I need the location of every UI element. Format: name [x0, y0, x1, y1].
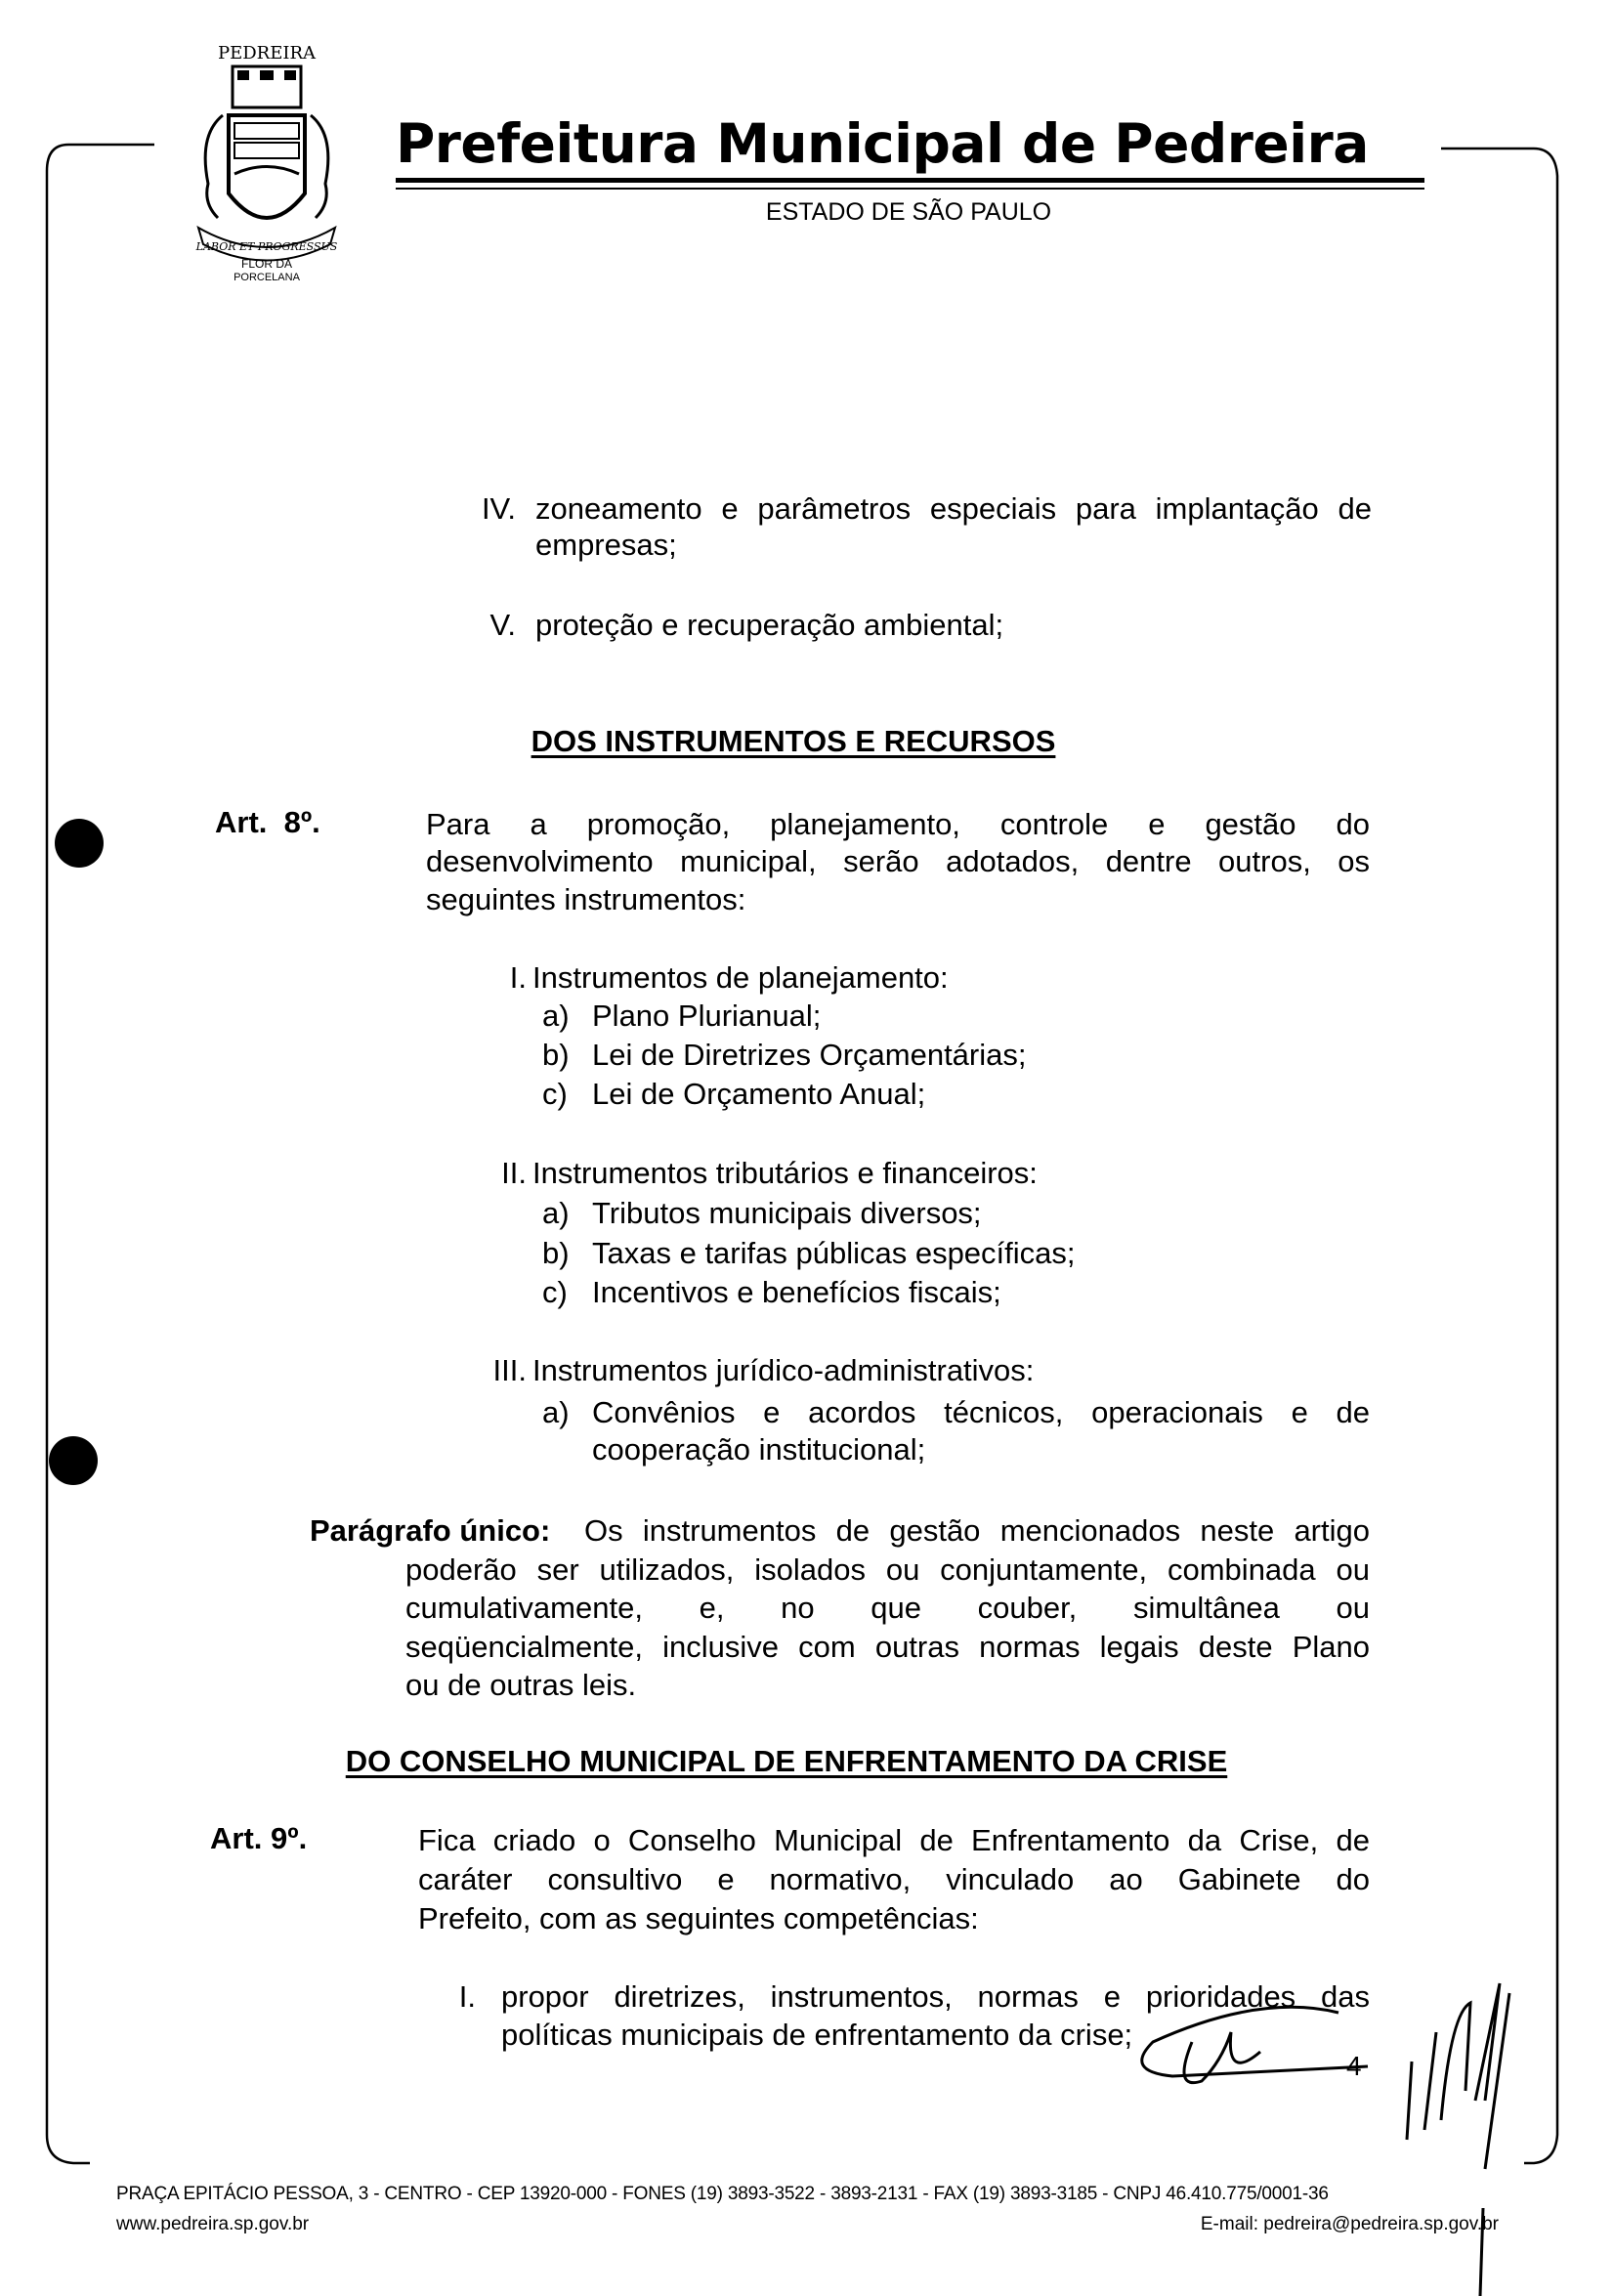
svg-text:LABOR ET PROGRESSUS: LABOR ET PROGRESSUS [195, 240, 338, 253]
article-label: Art. 8º. [215, 805, 320, 839]
sub-letter: a) [542, 1395, 570, 1429]
list-number: I. [458, 1979, 476, 2014]
page-title: Prefeitura Municipal de Pedreira [396, 112, 1369, 175]
title-rule-thick [396, 178, 1424, 183]
paragraph-text: seqüencialmente, inclusive com outras normas legais deste Plano [405, 1630, 1370, 1664]
sub-letter: c) [542, 1077, 568, 1111]
list-item-title: Instrumentos de planejamento: [532, 960, 949, 995]
handwritten-signature [1114, 1974, 1573, 2296]
article-text: seguintes instrumentos: [426, 882, 746, 916]
svg-text:PEDREIRA: PEDREIRA [217, 43, 317, 64]
paragraph-text: Os instrumentos de gestão mencionados neste artigo [584, 1513, 1370, 1548]
sub-letter: a) [542, 999, 570, 1033]
article-text: caráter consultivo e normativo, vinculado ao Gabinete do [418, 1862, 1370, 1896]
sub-item-text: Tributos municipais diversos; [592, 1196, 982, 1230]
sub-item-text: Lei de Diretrizes Orçamentárias; [592, 1038, 1027, 1072]
list-item-text: proteção e recuperação ambiental; [535, 608, 1004, 642]
list-item-text: propor diretrizes, instrumentos, normas e prioridades das [501, 1979, 1370, 2014]
article-text: desenvolvimento municipal, serão adotados, dentre outros, os [426, 844, 1370, 878]
title-rule-thin [396, 188, 1424, 190]
paragraph-text: cumulativamente, e, no que couber, simultânea ou [405, 1591, 1370, 1625]
article-text: Prefeito, com as seguintes competências: [418, 1901, 979, 1935]
coat-of-arms-logo [164, 37, 369, 281]
article-text: Para a promoção, planejamento, controle e gestão do [426, 807, 1370, 841]
sub-letter: b) [542, 1038, 570, 1072]
list-item-text: políticas municipais de enfrentamento da crise; [501, 2018, 1133, 2052]
list-number: IV. [481, 491, 516, 526]
paragraph-label: Parágrafo único: [310, 1513, 551, 1548]
list-number: II. [501, 1156, 527, 1190]
list-item-title: Instrumentos jurídico-administrativos: [532, 1353, 1035, 1387]
sub-item-text: Incentivos e benefícios fiscais; [592, 1275, 1001, 1309]
punch-hole [49, 1436, 98, 1485]
sub-letter: a) [542, 1196, 570, 1230]
section-heading: DO CONSELHO MUNICIPAL DE ENFRENTAMENTO DA CRISE [345, 1744, 1228, 1778]
list-number: V. [489, 608, 516, 642]
paragraph-text: poderão ser utilizados, isolados ou conjuntamente, combinada ou [405, 1552, 1370, 1587]
list-number: III. [492, 1353, 527, 1387]
page-subtitle: ESTADO DE SÃO PAULO [765, 198, 1052, 226]
punch-hole [55, 819, 104, 868]
sub-item-text: Convênios e acordos técnicos, operacionais e de [592, 1395, 1370, 1429]
sub-item-text: Taxas e tarifas públicas específicas; [592, 1236, 1076, 1270]
article-label: Art. 9º. [210, 1821, 308, 1855]
sub-letter: c) [542, 1275, 568, 1309]
sub-letter: b) [542, 1236, 570, 1270]
list-item-title: Instrumentos tributários e financeiros: [532, 1156, 1038, 1190]
section-heading: DOS INSTRUMENTOS E RECURSOS [531, 724, 1056, 758]
svg-text:PORCELANA: PORCELANA [234, 272, 300, 281]
footer-email[interactable]: E-mail: pedreira@pedreira.sp.gov.br [1200, 2214, 1499, 2234]
list-item-text: empresas; [535, 528, 677, 562]
article-text: Fica criado o Conselho Municipal de Enfrentamento da Crise, de [418, 1823, 1370, 1857]
svg-text:FLOR DA: FLOR DA [240, 257, 293, 271]
footer-address: PRAÇA EPITÁCIO PESSOA, 3 - CENTRO - CEP 13920-000 - FONES (19) 3893-3522 - 3893-2131 - FAX (19) 3893-3185 - CNPJ 46.410.775/0001-36 [116, 2184, 1329, 2204]
sub-item-text: Plano Plurianual; [592, 999, 822, 1033]
footer-website[interactable]: www.pedreira.sp.gov.br [116, 2214, 310, 2234]
list-item-text: zoneamento e parâmetros especiais para implantação de [535, 491, 1372, 526]
sub-item-text: Lei de Orçamento Anual; [592, 1077, 926, 1111]
paragraph-text: ou de outras leis. [405, 1668, 637, 1702]
sub-item-text: cooperação institucional; [592, 1432, 926, 1467]
page-number: 4 [1346, 2051, 1362, 2081]
list-number: I. [509, 960, 527, 995]
